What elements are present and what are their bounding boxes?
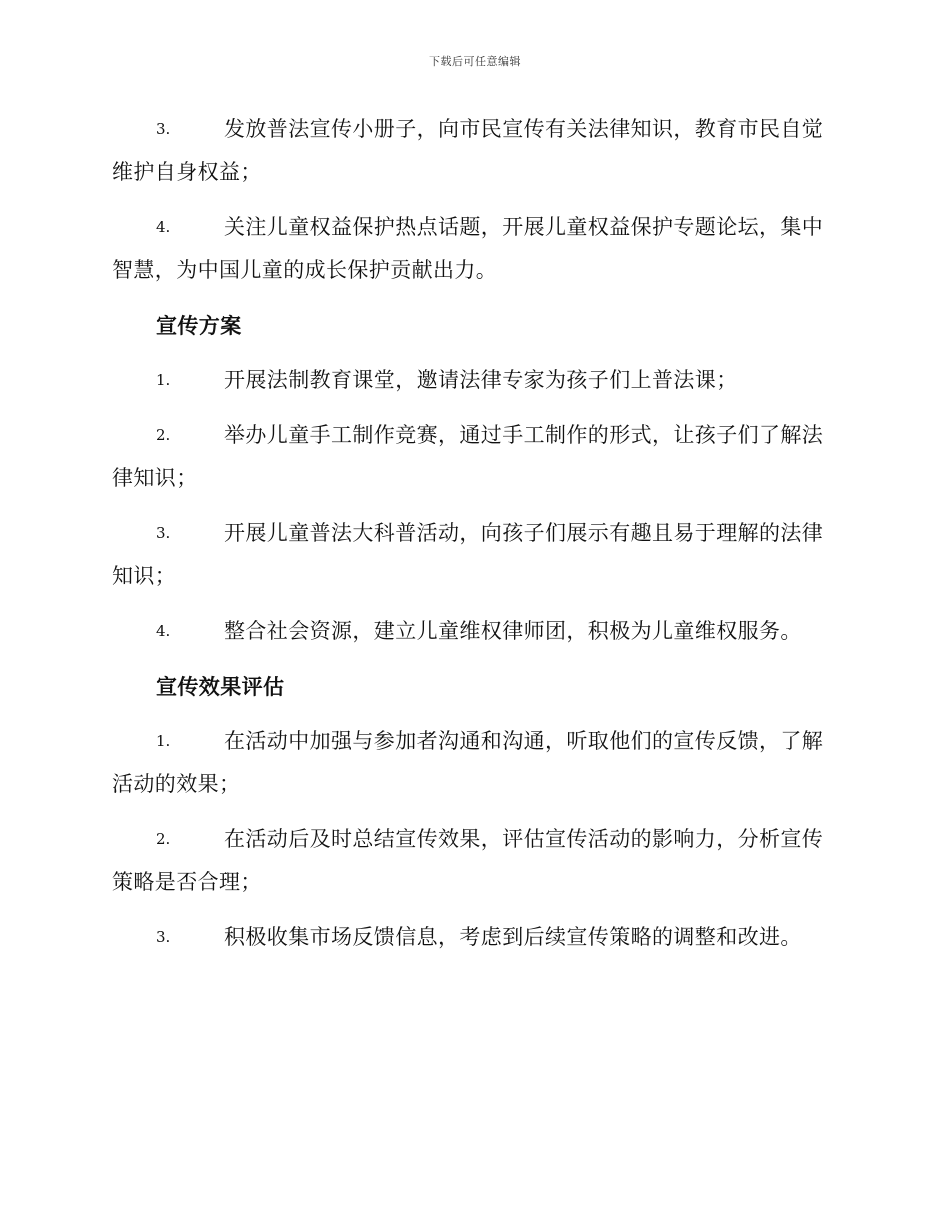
list-item-number: 4. [156, 622, 171, 640]
list-item [112, 720, 836, 806]
list-item [112, 818, 836, 904]
list-item [112, 359, 836, 402]
list-item-number: 2. [156, 830, 171, 848]
section-publicity-plan [112, 304, 836, 653]
list-item-text: 整合社会资源，建立儿童维权律师团，积极为儿童维权服务。 [224, 619, 802, 643]
document-body [112, 108, 836, 971]
section-heading: 宣传方案 [156, 313, 242, 338]
list-item [112, 916, 836, 959]
section-effect-evaluation [112, 665, 836, 959]
list-item-number: 4. [156, 218, 171, 236]
list-item [112, 414, 836, 500]
list-item-text: 发放普法宣传小册子，向市民宣传有关法律知识，教育市民自觉维护自身权益； [112, 117, 824, 184]
list-item-number: 2. [156, 426, 171, 444]
section-heading: 宣传效果评估 [156, 674, 285, 699]
list-item [112, 610, 836, 653]
list-item-number: 3. [156, 928, 171, 946]
list-item-text: 在活动后及时总结宣传效果，评估宣传活动的影响力，分析宣传策略是否合理； [112, 827, 824, 894]
list-item [112, 512, 836, 598]
list-item [112, 206, 836, 292]
list-item-number: 1. [156, 371, 171, 389]
list-item [112, 108, 836, 194]
list-item-text: 积极收集市场反馈信息，考虑到后续宣传策略的调整和改进。 [224, 925, 802, 949]
list-item-text: 在活动中加强与参加者沟通和沟通，听取他们的宣传反馈，了解活动的效果； [112, 729, 824, 796]
list-item-text: 开展儿童普法大科普活动，向孩子们展示有趣且易于理解的法律知识； [112, 521, 824, 588]
page-header: 下载后可任意编辑 [429, 55, 521, 68]
section-intro-list [112, 108, 836, 292]
list-item-text: 关注儿童权益保护热点话题，开展儿童权益保护专题论坛，集中智慧，为中国儿童的成长保护贡献出力。 [112, 215, 824, 282]
list-item-number: 1. [156, 732, 171, 750]
list-item-text: 举办儿童手工制作竞赛，通过手工制作的形式，让孩子们了解法律知识； [112, 423, 824, 490]
list-item-text: 开展法制教育课堂，邀请法律专家为孩子们上普法课； [224, 368, 738, 392]
list-item-number: 3. [156, 524, 171, 542]
list-item-number: 3. [156, 120, 171, 138]
